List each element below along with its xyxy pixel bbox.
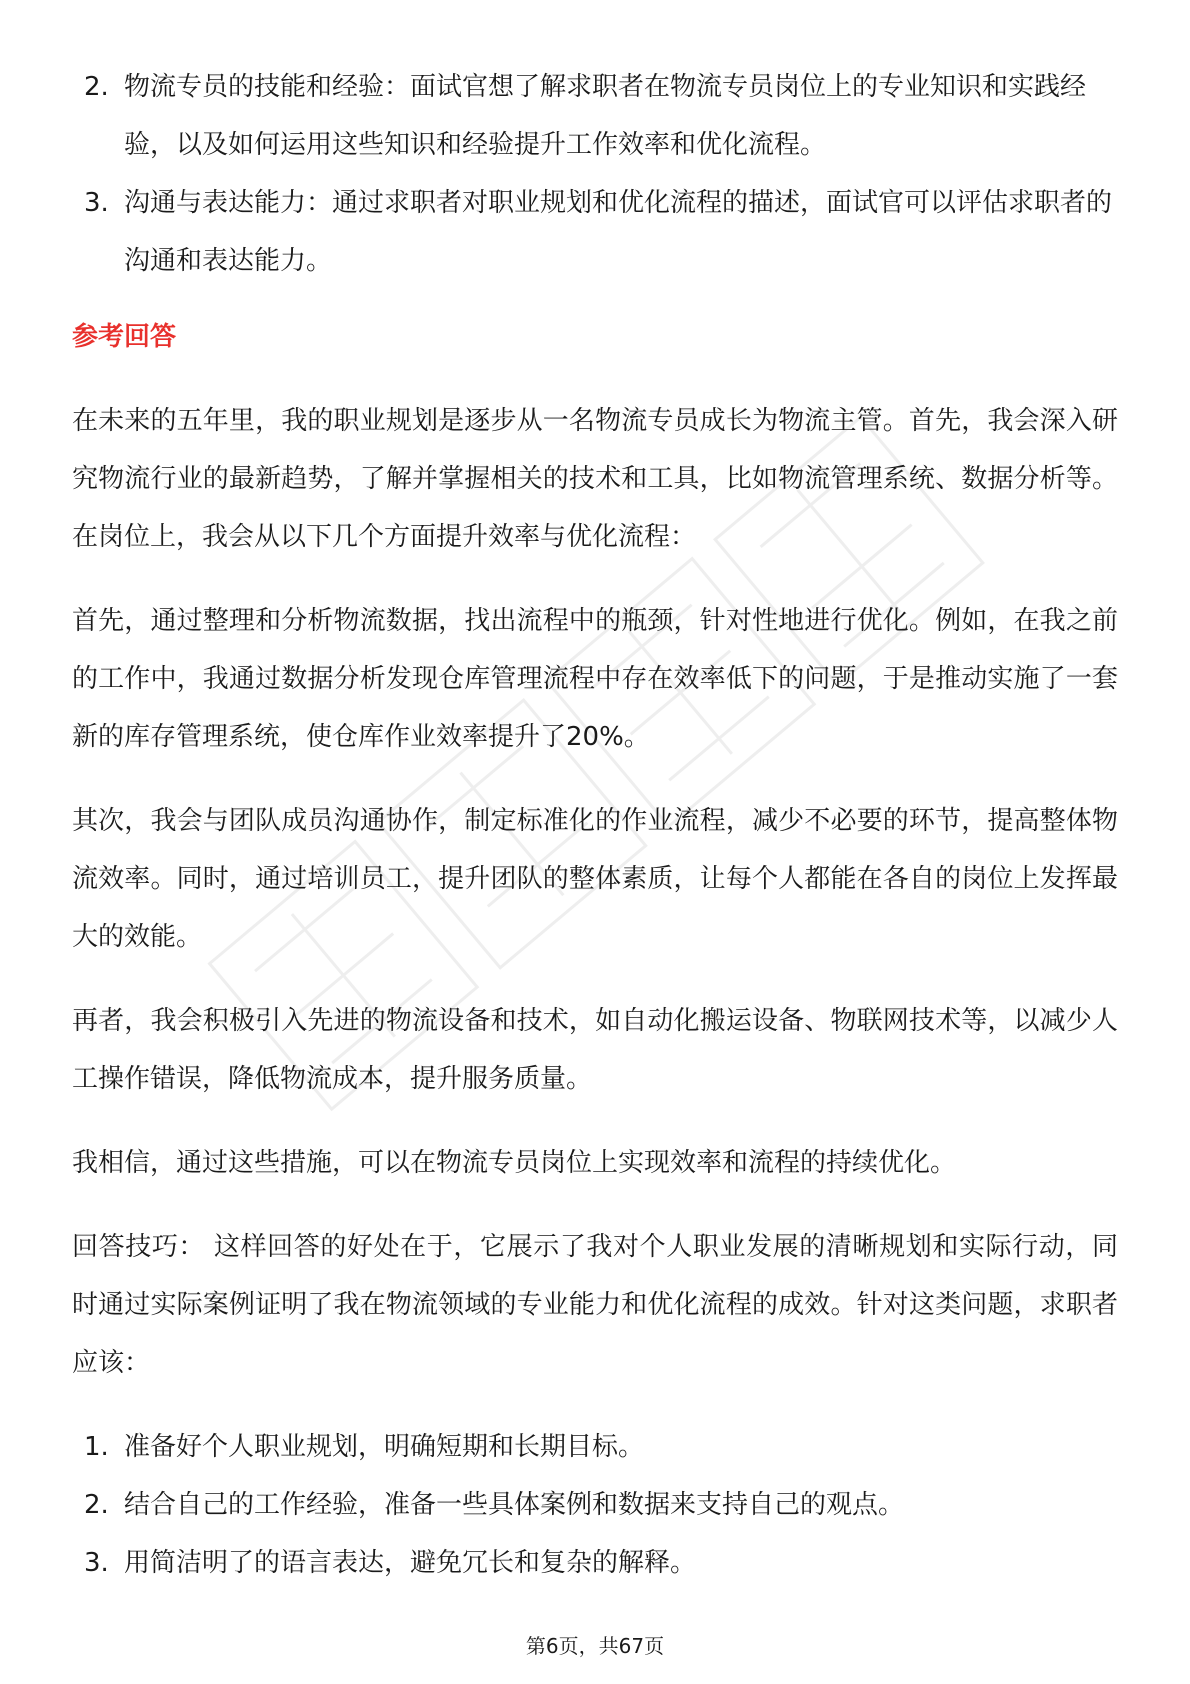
list-tips [72, 1418, 1118, 1592]
list-item [72, 58, 1118, 174]
list-number: 3. [84, 188, 109, 218]
section-title: 参考回答 [72, 322, 177, 352]
list-number: 1. [84, 1432, 109, 1462]
list-item [72, 1418, 1118, 1476]
list-number: 3. [84, 1548, 109, 1578]
paragraph: 在未来的五年里，我的职业规划是逐步从一名物流专员成长为物流主管。首先，我会深入研究物流行业的最新趋势，了解并掌握相关的技术和工具，比如物流管理系统、数据分析等。在岗位上，我会从以下几个方面提升效率与优化流程： [72, 406, 1118, 552]
paragraph: 我相信，通过这些措施，可以在物流专员岗位上实现效率和流程的持续优化。 [72, 1148, 957, 1178]
page-footer: 第6页，共67页 [525, 1634, 665, 1658]
list-item [72, 1534, 1118, 1592]
paragraph: 首先，通过整理和分析物流数据，找出流程中的瓶颈，针对性地进行优化。例如，在我之前的工作中，我通过数据分析发现仓库管理流程中存在效率低下的问题，于是推动实施了一套新的库存管理系统，使仓库作业效率提升了20%。 [72, 606, 1118, 752]
list-text: 结合自己的工作经验，准备一些具体案例和数据来支持自己的观点。 [124, 1490, 905, 1520]
list-number: 2. [84, 1490, 109, 1520]
paragraph: 回答技巧： 这样回答的好处在于，它展示了我对个人职业发展的清晰规划和实际行动，同时通过实际案例证明了我在物流领域的专业能力和优化流程的成效。针对这类问题，求职者应该： [72, 1232, 1118, 1378]
list-number: 2. [84, 72, 109, 102]
list-text: 物流专员的技能和经验：面试官想了解求职者在物流专员岗位上的专业知识和实践经验，以及如何运用这些知识和经验提升工作效率和优化流程。 [124, 72, 1087, 160]
paragraph: 再者，我会积极引入先进的物流设备和技术，如自动化搬运设备、物联网技术等，以减少人工操作错误，降低物流成本，提升服务质量。 [72, 1006, 1118, 1094]
list-text: 准备好个人职业规划，明确短期和长期目标。 [124, 1432, 645, 1462]
list-item [72, 174, 1118, 290]
list-item [72, 1476, 1118, 1534]
list-text: 用简洁明了的语言表达，避免冗长和复杂的解释。 [124, 1548, 697, 1578]
list-criteria [72, 58, 1118, 290]
list-text: 沟通与表达能力：通过求职者对职业规划和优化流程的描述，面试官可以评估求职者的沟通和表达能力。 [124, 188, 1113, 276]
paragraph: 其次，我会与团队成员沟通协作，制定标准化的作业流程，减少不必要的环节，提高整体物流效率。同时，通过培训员工，提升团队的整体素质，让每个人都能在各自的岗位上发挥最大的效能。 [72, 806, 1118, 952]
